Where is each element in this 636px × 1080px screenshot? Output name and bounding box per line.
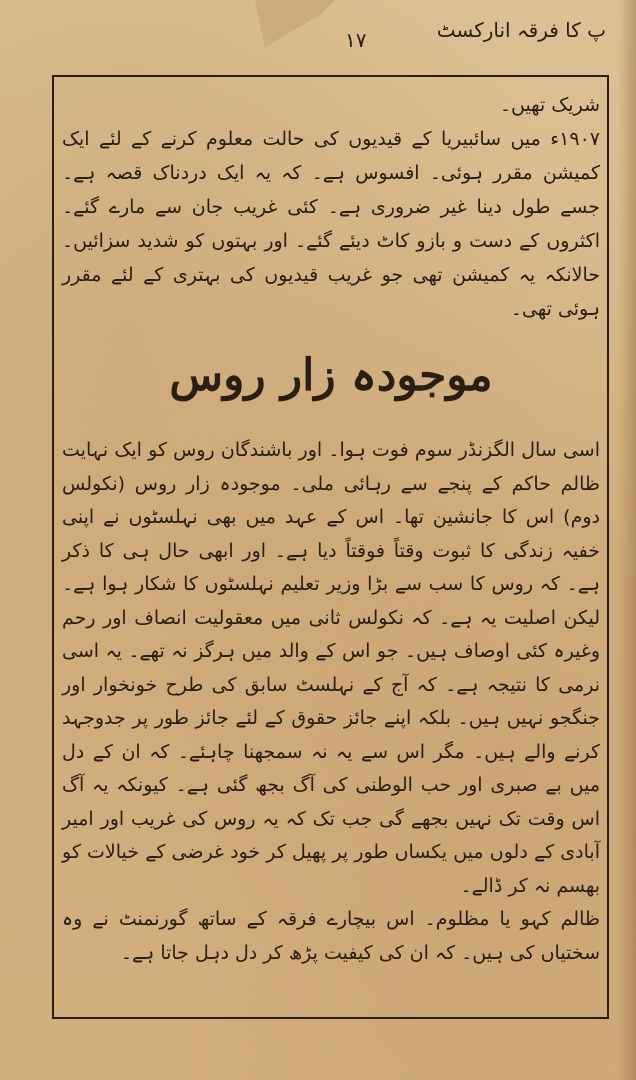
page-number: ۱۷ xyxy=(345,28,367,52)
section-heading: موجودہ زار روس xyxy=(169,350,493,401)
paragraph-continuation: شریک تھیں۔ xyxy=(499,94,600,116)
torn-corner xyxy=(255,0,335,48)
running-title: پ کا فرقہ انارکسٹ xyxy=(436,18,606,42)
paragraph-commission: ۱۹۰۷ء میں سائبیریا کے قیدیوں کی حالت معلوم کرنے کے لئے ایک کمیشن مقرر ہوئی۔ افسوس ہے۔ کہ یہ ایک دردناک قصہ ہے۔ جسے طول دینا غیر ضروری ہے۔ کئی غریب جان سے مارے گئے۔ اکثروں کے دست و بازو کاٹ دیئے گئے۔ اور بہتوں کو شدید سزائیں۔ حالانکہ یہ کمیشن تھی جو غریب قیدیوں کی بہتری کے لئے مقرر ہوئی تھی۔ xyxy=(62,128,600,320)
paragraph-closing: ظالم کہو یا مظلوم۔ اس بیچارے فرقہ کے ساتھ گورنمنٹ نے وہ سختیاں کی ہیں۔ کہ ان کی کیفیت پڑھ کر دل دہل جاتا ہے۔ xyxy=(62,908,600,964)
paragraph-nicholas: اسی سال الگزنڈر سوم فوت ہوا۔ اور باشندگان روس کو ایک نہایت ظالم حاکم کے پنجے سے رہائی ملی۔ موجودہ زار روس (نکولس دوم) اس کا جانشین تھا۔ اس کے عہد میں بھی نہلسٹوں نے اپنی خفیہ زندگی کا ثبوت وقتاً فوقتاً دیا ہے۔ اور ابھی حال ہی کا ذکر ہے۔ کہ روس کا سب سے بڑا وزیر تعلیم نہلسٹوں کا شکار ہوا ہے۔ لیکن اصلیت یہ ہے۔ کہ نکولس ثانی میں معقولیت انصاف اور رحم وغیرہ کئی اوصاف ہیں۔ جو اس کے والد میں ہرگز نہ تھے۔ یہ اسی نرمی کا نتیجہ ہے۔ کہ آج کے نہلسٹ سابق کی طرح خونخوار اور جنگجو نہیں ہیں۔ بلکہ اپنے جائز حقوق کے لئے جائز طور پر جدوجہد کرنے والے ہیں۔ مگر اس سے یہ نہ سمجھنا چاہئے۔ کہ ان کے دل میں بے صبری اور حب الوطنی کی آگ بجھ گئی ہے۔ کیونکہ یہ آگ اس وقت تک نہیں بجھے گی جب تک کہ یہ روس کی غریب اور امیر آبادی کے دلوں میں یکساں طور پر پھیل کر خود غرضی کے خیالات کو بھسم نہ کر ڈالے۔ xyxy=(62,439,600,897)
page-body xyxy=(62,88,600,970)
page-edge-shadow xyxy=(618,0,636,1080)
